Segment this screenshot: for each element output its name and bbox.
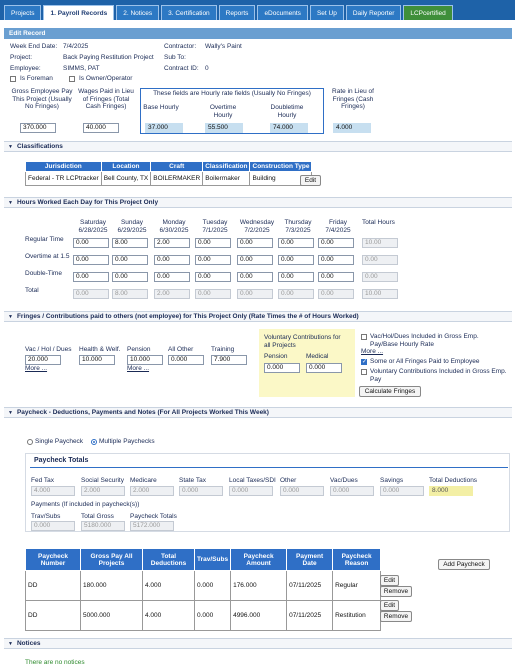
hours-input[interactable]: 0.00	[318, 255, 354, 265]
vac-included-label: Vac/Hol/Dues Included in Gross Emp. Pay/Base Hourly Rate	[370, 333, 479, 348]
all-other-label: All Other	[168, 346, 194, 353]
hours-input[interactable]: 0.00	[278, 238, 314, 248]
voluntary-included-checkbox[interactable]	[361, 369, 367, 375]
collapse-arrow-icon: ▼	[8, 144, 13, 150]
pension-label: Pension	[127, 346, 151, 353]
hours-input[interactable]: 0.00	[278, 272, 314, 282]
fed-tax-input[interactable]: 4.000	[31, 486, 75, 496]
collapse-arrow-icon: ▼	[8, 641, 13, 647]
fed-tax-label: Fed Tax	[31, 477, 55, 484]
hours-input[interactable]: 0.00	[318, 238, 354, 248]
vac-dues-input[interactable]: 0.000	[330, 486, 374, 496]
training-label: Training	[211, 346, 235, 353]
is-owner-label: Is Owner/Operator	[79, 75, 133, 82]
pension-input[interactable]: 10.000	[127, 355, 163, 365]
paycheck-2-remove-button[interactable]: Remove	[380, 611, 412, 622]
paycheck-reason-cell: Regular	[333, 571, 381, 601]
hourly-box-title: These fields are Hourly rate fields (Usually No Fringes)	[153, 90, 311, 97]
local-taxes-label: Local Taxes/SDI	[229, 477, 276, 484]
all-other-input[interactable]: 0.000	[168, 355, 204, 365]
col-location: Location	[101, 162, 151, 172]
row-total-field: 10.00	[362, 238, 398, 248]
col-paycheck-amount: Paycheck Amount	[231, 549, 287, 571]
col-trav-subs: Trav/Subs	[195, 549, 231, 571]
other-deduction-label: Other	[280, 477, 297, 484]
add-paycheck-button[interactable]: Add Paycheck	[438, 559, 490, 570]
gross-pay-label: Gross Employee Pay This Project (Usually No Fringes)	[11, 88, 73, 110]
notices-section-header[interactable]	[4, 638, 512, 649]
daily-total-field: 2.00	[154, 289, 190, 299]
vac-dues-label: Vac/Dues	[330, 477, 358, 484]
daily-total-field: 8.00	[112, 289, 148, 299]
daily-total-field: 0.00	[278, 289, 314, 299]
gross-pay-cell: 180.000	[81, 571, 143, 601]
classification-edit-button[interactable]: Edit	[300, 175, 321, 186]
tab-payroll-records[interactable]: 1. Payroll Records	[43, 5, 114, 20]
paycheck-number-cell: DD	[26, 571, 81, 601]
vac-hol-dues-label: Vac / Hol / Dues	[25, 346, 72, 353]
tab-projects[interactable]: Projects	[4, 5, 41, 20]
hours-input[interactable]: 0.00	[318, 272, 354, 282]
contract-id-value: 0	[205, 65, 209, 72]
fringes-section-header[interactable]	[4, 311, 512, 322]
fringes-title: Fringes / Contributions paid to others (not employee) for This Project Only (Rate Times the # of Hours Worked)	[16, 313, 359, 320]
col-actions	[381, 549, 411, 571]
rate-lieu-label: Rate in Lieu of Fringes (Cash Fringes)	[332, 88, 374, 110]
multiple-paychecks-radio[interactable]	[91, 439, 97, 445]
hours-title: Hours Worked Each Day for This Project Only	[16, 199, 159, 206]
daily-total-field: 0.00	[318, 289, 354, 299]
savings-input[interactable]: 0.000	[380, 486, 424, 496]
base-hourly-input[interactable]: 37.000	[145, 123, 183, 133]
social-security-input[interactable]: 2.000	[81, 486, 125, 496]
vac-included-checkbox[interactable]	[361, 334, 367, 340]
total-deductions-input[interactable]: 8.000	[429, 486, 473, 496]
classifications-title: Classifications	[16, 143, 63, 150]
paycheck-number-cell: DD	[26, 601, 81, 631]
location-cell: Bell County, TX	[101, 172, 151, 186]
is-foreman-label: Is Foreman	[20, 75, 53, 82]
contractor-label: Contractor:	[164, 43, 197, 50]
hours-input[interactable]: 0.00	[112, 255, 148, 265]
hours-input[interactable]: 0.00	[237, 238, 273, 248]
paycheck-1-remove-button[interactable]: Remove	[380, 586, 412, 597]
col-gross-pay: Gross Pay All Projects	[81, 549, 143, 571]
hours-input[interactable]: 0.00	[237, 272, 273, 282]
hours-section-header[interactable]	[4, 197, 512, 208]
doubletime-hourly-label: Doubletime Hourly	[270, 104, 304, 119]
tab-edocuments[interactable]: eDocuments	[257, 5, 308, 20]
day-name-label: Wednesday	[239, 219, 275, 226]
hours-input[interactable]: 0.00	[73, 272, 109, 282]
sub-to-label: Sub To:	[164, 54, 186, 61]
multiple-paychecks-label: Multiple Paychecks	[99, 438, 155, 445]
collapse-arrow-icon: ▼	[8, 410, 13, 416]
paycheck-amount-cell: 4996.000	[231, 601, 287, 631]
row-total-field: 0.00	[362, 255, 398, 265]
payment-date-cell: 07/11/2025	[287, 601, 333, 631]
training-input[interactable]: 7.900	[211, 355, 247, 365]
vac-more-link[interactable]: More ...	[25, 365, 48, 372]
vol-pension-input[interactable]: 0.000	[264, 363, 300, 373]
jurisdiction-cell: Federal - TR LCPtracker	[26, 172, 102, 186]
construction-type-cell: Building	[250, 172, 312, 186]
notices-title: Notices	[16, 640, 41, 647]
paycheck-title: Paycheck - Deductions, Payments and Notes (For All Projects Worked This Week)	[16, 409, 269, 416]
gross-pay-input[interactable]: 370.000	[20, 123, 56, 133]
paycheck-1-edit-button[interactable]: Edit	[380, 575, 399, 586]
classification-cell: Boilermaker	[203, 172, 250, 186]
collapse-arrow-icon: ▼	[8, 200, 13, 206]
trav-subs-input[interactable]: 0.000	[31, 521, 75, 531]
classifications-section-header[interactable]	[4, 141, 512, 152]
trav-subs-cell: 0.000	[195, 601, 231, 631]
table-row	[26, 172, 312, 186]
tab-certification[interactable]: 3. Certification	[161, 5, 217, 20]
row-total-field: 10.00	[362, 289, 398, 299]
payments-label: Payments (If included in paycheck(s))	[31, 501, 140, 508]
no-notices-text: There are no notices	[25, 659, 85, 666]
day-date-label: 6/30/2025	[159, 227, 189, 234]
vac-hol-dues-input[interactable]: 20.000	[25, 355, 61, 365]
wages-lieu-label: Wages Paid in Lieu of Fringes (Total Cash Fringes)	[78, 88, 134, 110]
social-security-label: Social Security	[81, 477, 124, 484]
table-row	[26, 601, 411, 631]
hours-row-label: Regular Time	[25, 236, 64, 243]
edit-record-header: Edit Record	[4, 28, 512, 39]
classifications-table	[25, 161, 312, 186]
vol-pension-label: Pension	[264, 353, 288, 360]
total-gross-label: Total Gross	[81, 513, 114, 520]
tab-notices[interactable]: 2. Notices	[116, 5, 159, 20]
hours-input[interactable]: 0.00	[112, 272, 148, 282]
voluntary-title: Voluntary Contributions for all Projects	[264, 334, 341, 349]
paychecks-table	[25, 548, 411, 631]
total-deductions-cell: 4.000	[143, 571, 195, 601]
total-deductions-cell: 4.000	[143, 601, 195, 631]
single-paycheck-label: Single Paycheck	[35, 438, 84, 445]
health-welf-label: Health & Welf.	[79, 346, 121, 353]
paycheck-totals-title: Paycheck Totals	[34, 457, 89, 464]
totals-divider	[30, 467, 508, 468]
craft-cell: BOILERMAKER	[151, 172, 203, 186]
paycheck-reason-cell: Restitution	[333, 601, 381, 631]
medicare-input[interactable]: 2.000	[130, 486, 174, 496]
row-total-field: 0.00	[362, 272, 398, 282]
paycheck-amount-cell: 176.000	[231, 571, 287, 601]
paycheck-totals-field-label: Paycheck Totals	[130, 513, 177, 520]
day-name-label: Monday	[162, 219, 186, 226]
hours-input[interactable]: 0.00	[73, 255, 109, 265]
hours-input[interactable]: 0.00	[154, 272, 190, 282]
day-name-label: Sunday	[120, 219, 144, 226]
vol-medical-input[interactable]: 0.000	[306, 363, 342, 373]
fringes-paid-label: Some or All Fringes Paid to Employee	[370, 358, 480, 365]
other-deduction-input[interactable]: 0.000	[280, 486, 324, 496]
day-date-label: 6/28/2025	[78, 227, 108, 234]
hours-input[interactable]: 0.00	[195, 255, 231, 265]
hours-input[interactable]: 2.00	[154, 238, 190, 248]
vol-medical-label: Medical	[306, 353, 329, 360]
hours-row-label: Overtime at 1.5	[25, 253, 70, 260]
top-tab-bar	[0, 0, 515, 20]
tab-set-up[interactable]: Set Up	[310, 5, 344, 20]
voluntary-included-label: Voluntary Contributions Included in Gross Emp. Pay	[370, 368, 507, 383]
col-jurisdiction: Jurisdiction	[26, 162, 102, 172]
hours-row-label: Total	[25, 287, 39, 294]
day-date-label: 6/29/2025	[117, 227, 147, 234]
week-end-date-label: Week End Date:	[10, 43, 58, 50]
savings-label: Savings	[380, 477, 404, 484]
day-date-label: 7/3/2025	[285, 227, 311, 234]
col-construction-type: Construction Type	[250, 162, 312, 172]
hours-input[interactable]: 0.00	[154, 255, 190, 265]
hours-input[interactable]: 0.00	[237, 255, 273, 265]
daily-total-field: 0.00	[73, 289, 109, 299]
local-taxes-input[interactable]: 0.000	[229, 486, 273, 496]
daily-total-field: 0.00	[237, 289, 273, 299]
tab-lcpcertified[interactable]: LCPcertified	[403, 5, 452, 20]
hours-input[interactable]: 0.00	[195, 272, 231, 282]
employee-value: SIMMS, PAT	[63, 65, 100, 72]
wages-lieu-input[interactable]: 40.000	[83, 123, 119, 133]
col-classification: Classification	[203, 162, 250, 172]
hours-input[interactable]: 0.00	[278, 255, 314, 265]
hours-input[interactable]: 0.00	[195, 238, 231, 248]
paycheck-totals-input[interactable]: 5172.000	[130, 521, 174, 531]
day-date-label: 7/4/2025	[325, 227, 351, 234]
rate-lieu-input[interactable]: 4.000	[333, 123, 371, 133]
project-value: Back Paying Restitution Project	[63, 54, 154, 61]
col-craft: Craft	[151, 162, 203, 172]
trav-subs-label: Trav/Subs	[31, 513, 61, 520]
contractor-value: Wally's Paint	[205, 43, 242, 50]
table-row	[26, 571, 411, 601]
contract-id-label: Contract ID:	[164, 65, 199, 72]
state-tax-input[interactable]: 0.000	[179, 486, 223, 496]
col-paycheck-reason: Paycheck Reason	[333, 549, 381, 571]
health-welf-input[interactable]: 10.000	[79, 355, 115, 365]
day-date-label: 7/1/2025	[202, 227, 228, 234]
project-label: Project:	[10, 54, 33, 61]
total-gross-input[interactable]: 5180.000	[81, 521, 125, 531]
single-paycheck-radio[interactable]	[27, 439, 33, 445]
hours-input[interactable]: 8.00	[112, 238, 148, 248]
paycheck-section-header[interactable]	[4, 407, 512, 418]
fringes-paid-checkbox[interactable]	[361, 359, 367, 365]
pension-more-link[interactable]: More ...	[127, 365, 150, 372]
total-deductions-label: Total Deductions	[429, 477, 478, 484]
overtime-hourly-label: Overtime Hourly	[209, 104, 237, 119]
tab-reports[interactable]: Reports	[219, 5, 256, 20]
col-paycheck-number: Paycheck Number	[26, 549, 81, 571]
day-name-label: Saturday	[79, 219, 107, 226]
hours-row-label: Double-Time	[25, 270, 62, 277]
paycheck-2-edit-button[interactable]: Edit	[380, 600, 399, 611]
medicare-label: Medicare	[130, 477, 157, 484]
calculate-fringes-button[interactable]: Calculate Fringes	[359, 386, 421, 397]
payment-date-cell: 07/11/2025	[287, 571, 333, 601]
doubletime-hourly-input[interactable]: 74.000	[270, 123, 308, 133]
week-end-date-value: 7/4/2025	[63, 43, 89, 50]
col-payment-date: Payment Date	[287, 549, 333, 571]
tab-daily-reporter[interactable]: Daily Reporter	[346, 5, 402, 20]
day-name-label: Friday	[328, 219, 348, 226]
day-name-label: Thursday	[284, 219, 312, 226]
collapse-arrow-icon: ▼	[8, 314, 13, 320]
overtime-hourly-input[interactable]: 55.500	[205, 123, 243, 133]
fringe-options-more-link[interactable]: More ...	[361, 348, 384, 355]
is-foreman-checkbox[interactable]	[10, 76, 16, 82]
is-owner-checkbox[interactable]	[69, 76, 75, 82]
base-hourly-label: Base Hourly	[143, 104, 179, 111]
employee-label: Employee:	[10, 65, 41, 72]
trav-subs-cell: 0.000	[195, 571, 231, 601]
total-hours-label: Total Hours	[362, 219, 395, 226]
day-name-label: Tuesday	[202, 219, 228, 226]
col-total-deductions: Total Deductions	[143, 549, 195, 571]
gross-pay-cell: 5000.000	[81, 601, 143, 631]
day-date-label: 7/2/2025	[244, 227, 270, 234]
daily-total-field: 0.00	[195, 289, 231, 299]
hours-input[interactable]: 0.00	[73, 238, 109, 248]
state-tax-label: State Tax	[179, 477, 206, 484]
